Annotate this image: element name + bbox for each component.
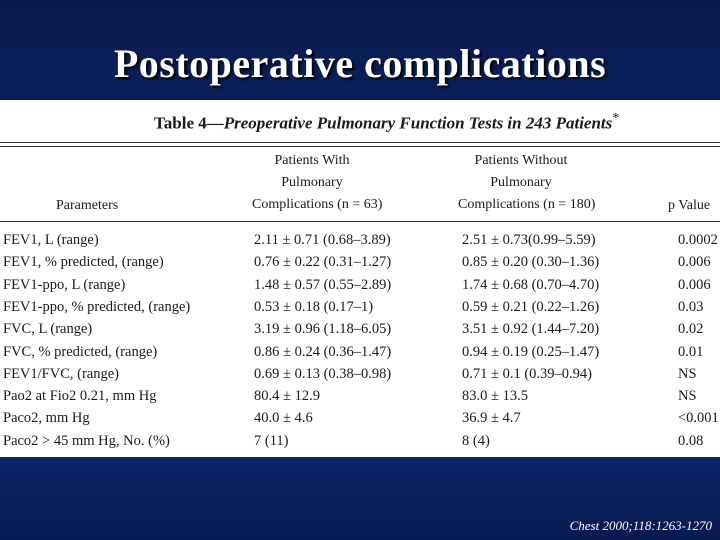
table-caption: Table 4—Preoperative Pulmonary Function Tests in 243 Patients* [154, 110, 620, 133]
param-cell: Paco2 > 45 mm Hg, No. (%) [3, 432, 170, 449]
without-cell: 0.71 ± 0.1 (0.39–0.94) [462, 365, 592, 382]
param-cell: FEV1, L (range) [3, 232, 99, 248]
p-value-cell: 0.01 [678, 343, 704, 360]
with-cell: 0.69 ± 0.13 (0.38–0.98) [254, 365, 392, 382]
without-cell: 83.0 ± 13.5 [462, 388, 528, 405]
p-value-cell: 0.03 [678, 298, 704, 315]
without-cell: 0.85 ± 0.20 (0.30–1.36) [462, 254, 600, 271]
table-row [0, 296, 720, 318]
slide-title: Postoperative complications [113, 41, 607, 86]
table-row [0, 407, 720, 429]
with-cell: 80.4 ± 12.9 [254, 388, 320, 405]
param-cell: FEV1-ppo, L (range) [3, 276, 126, 293]
param-cell: FEV1-ppo, % predicted, (range) [3, 298, 191, 315]
param-cell: FEV1/FVC, (range) [3, 365, 119, 382]
table-row [0, 363, 720, 385]
with-cell: 0.76 ± 0.22 (0.31–1.27) [254, 254, 392, 271]
p-value-cell: 0.006 [678, 254, 711, 271]
with-cell: 7 (11) [254, 432, 289, 449]
table-top-rule-2 [0, 146, 720, 147]
p-value-cell: NS [678, 365, 697, 382]
table-row [0, 251, 720, 273]
without-cell: 3.51 ± 0.92 (1.44–7.20) [462, 321, 600, 338]
without-cell: 36.9 ± 4.7 [462, 410, 521, 427]
table-row [0, 341, 720, 363]
without-cell: 0.59 ± 0.21 (0.22–1.26) [462, 298, 600, 315]
table-row [0, 385, 720, 407]
param-cell: Paco2, mm Hg [3, 410, 90, 427]
param-cell: FVC, L (range) [3, 321, 93, 338]
p-value-cell: <0.001 [678, 410, 719, 427]
without-cell: 1.74 ± 0.68 (0.70–4.70) [462, 276, 600, 293]
without-cell: 2.51 ± 0.73(0.99–5.59) [462, 232, 596, 248]
header-with-complications: Patients With Pulmonary Complications (n = 63) [252, 153, 383, 212]
with-cell: 2.11 ± 0.71 (0.68–3.89) [254, 232, 391, 248]
p-value-cell: 0.02 [678, 321, 704, 338]
header-rule [0, 221, 720, 222]
param-cell: Pao2 at Fio2 0.21, mm Hg [3, 388, 157, 405]
with-cell: 0.86 ± 0.24 (0.36–1.47) [254, 343, 392, 360]
with-cell: 3.19 ± 0.96 (1.18–6.05) [254, 321, 392, 338]
table-row [0, 274, 720, 296]
citation: Chest 2000;118:1263-1270 [569, 518, 712, 533]
table-row [0, 318, 720, 340]
header-parameters: Parameters [56, 198, 119, 213]
p-value-cell: 0.006 [678, 276, 711, 293]
with-cell: 1.48 ± 0.57 (0.55–2.89) [254, 276, 392, 293]
table-row [0, 430, 720, 452]
without-cell: 8 (4) [462, 432, 490, 449]
p-value-cell: 0.0002 [678, 232, 718, 248]
p-value-cell: 0.08 [678, 432, 704, 449]
without-cell: 0.94 ± 0.19 (0.25–1.47) [462, 343, 600, 360]
table-top-rule [0, 142, 720, 143]
table-image [0, 100, 720, 457]
with-cell: 40.0 ± 4.6 [254, 410, 313, 427]
param-cell: FEV1, % predicted, (range) [3, 254, 164, 271]
header-p-value: p Value [668, 198, 711, 213]
with-cell: 0.53 ± 0.18 (0.17–1) [254, 298, 374, 315]
table-row [0, 229, 720, 251]
param-cell: FVC, % predicted, (range) [3, 343, 158, 360]
p-value-cell: NS [678, 388, 697, 405]
header-without-complications: Patients Without Pulmonary Complications (n = 180) [458, 153, 596, 212]
